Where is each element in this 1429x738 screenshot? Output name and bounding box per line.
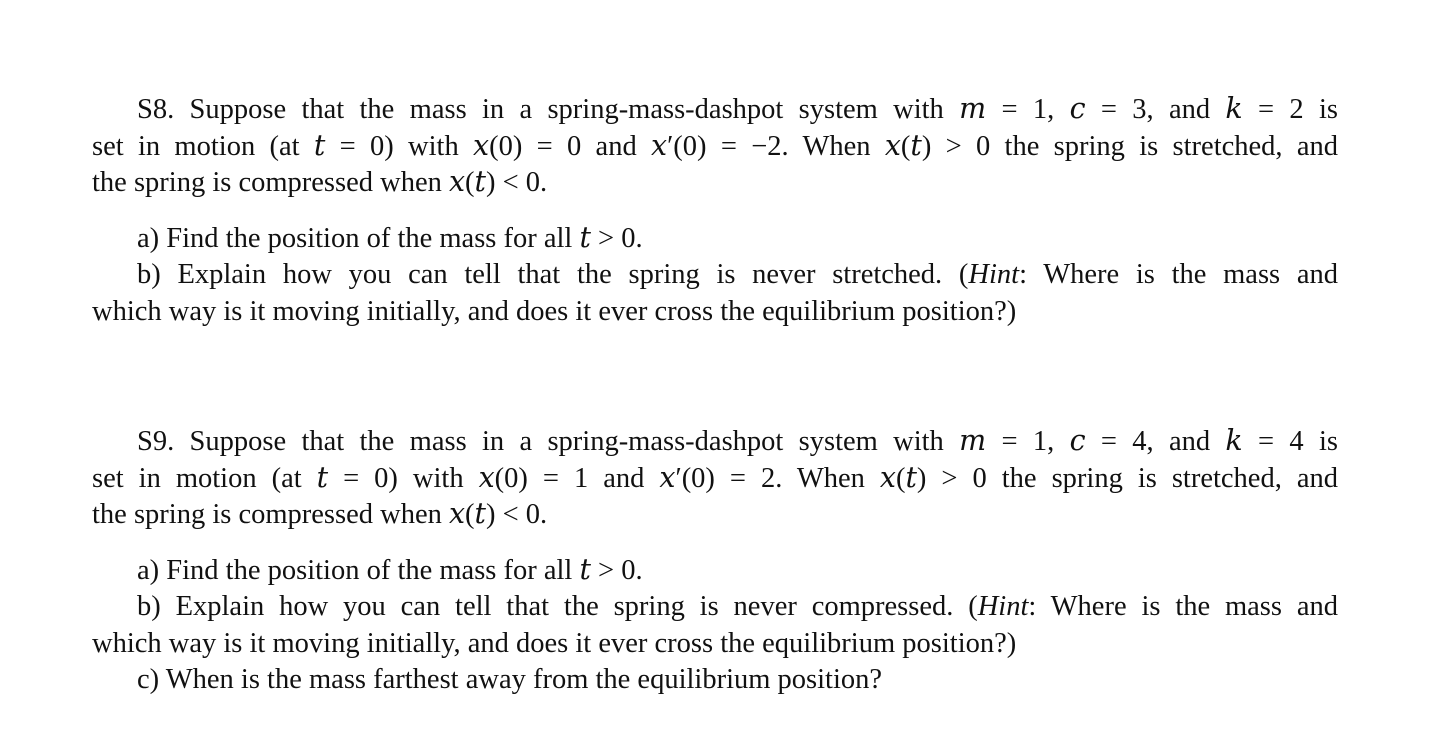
problem-s9-part-b-text: b) Explain how you can tell that the spring is never compressed. ( (137, 591, 978, 622)
problem-s9-part-b-line-2: which way is it moving initially, and does it ever cross the equilibrium position?) (92, 627, 1017, 659)
problem-s9-part-b-line-1 (92, 589, 1338, 626)
problem-s8 (92, 92, 1338, 330)
problem-s9-hint-text: : Where is the mass and (1028, 591, 1338, 622)
problem-s9-hint-label: Hint (977, 591, 1029, 622)
problem-s8-part-b-line-1 (92, 257, 1338, 294)
problem-s9-intro-line-2: set in motion (at 𝑡 = 0) with 𝑥(0) = 1 and 𝑥′(0) = 2. When 𝑥(𝑡) > 0 the spring is stretched, and (92, 462, 1338, 494)
problem-s8-intro-line-3: the spring is compressed when 𝑥(𝑡) < 0. (92, 167, 548, 198)
problem-s8-intro-line-2: set in motion (at 𝑡 = 0) with 𝑥(0) = 0 and 𝑥′(0) = −2. When 𝑥(𝑡) > 0 the spring is stretched, and (92, 130, 1338, 162)
problem-s8-part-b-line-2: which way is it moving initially, and does it ever cross the equilibrium position?) (92, 295, 1017, 327)
problem-s8-hint-text: : Where is the mass and (1019, 259, 1338, 290)
problem-s8-part-a: a) Find the position of the mass for all 𝑡 > 0. (137, 222, 643, 254)
problem-s9 (92, 424, 1338, 699)
problem-s8-intro-line-1: S8. Suppose that the mass in a spring-mass-dashpot system with 𝑚 = 1, 𝑐 = 3, and 𝑘 = 2 is (137, 94, 1338, 125)
problem-s8-hint-label: Hint (968, 259, 1020, 290)
problem-s9-part-c: c) When is the mass farthest away from the equilibrium position? (137, 664, 883, 695)
problem-s9-intro-line-1: S9. Suppose that the mass in a spring-mass-dashpot system with 𝑚 = 1, 𝑐 = 4, and 𝑘 = 4 is (137, 426, 1338, 457)
problem-s8-part-b-text: b) Explain how you can tell that the spring is never stretched. ( (137, 259, 969, 290)
problem-s9-intro-line-3: the spring is compressed when 𝑥(𝑡) < 0. (92, 499, 548, 530)
problem-s9-part-a: a) Find the position of the mass for all 𝑡 > 0. (137, 554, 643, 586)
